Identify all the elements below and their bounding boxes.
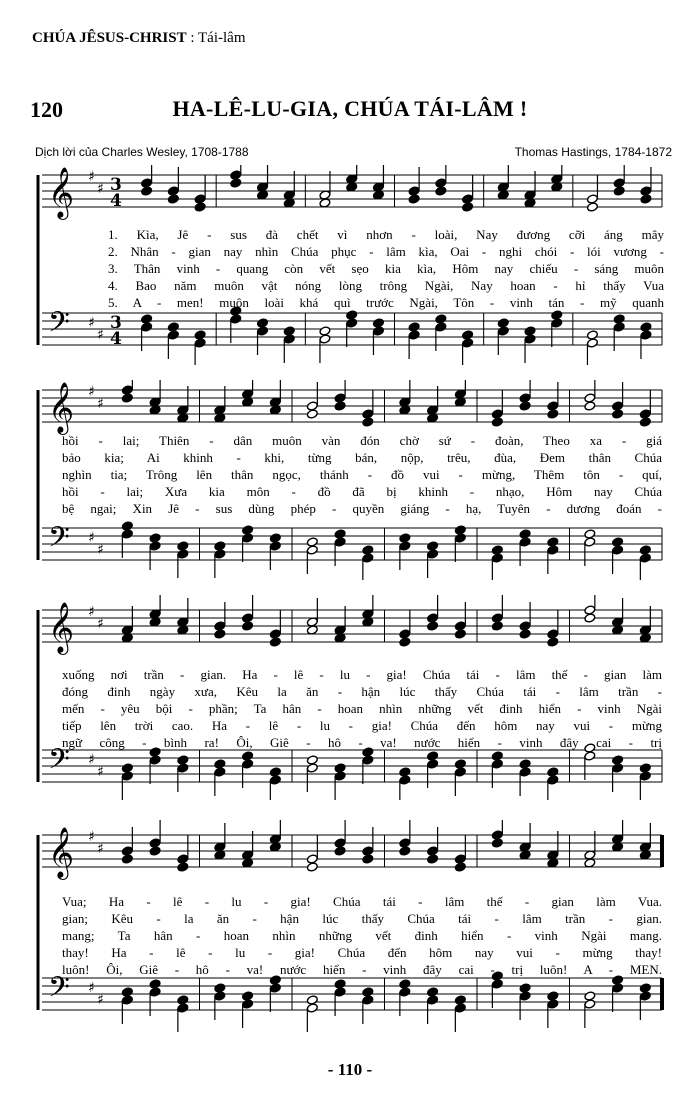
- treble-clef-icon: 𝄞: [48, 382, 75, 433]
- notehead: [362, 755, 374, 765]
- lyric-line: hồi - lai; Thiên - dân muôn vàn đón chờ sứ - đoàn, Theo xa - giá: [62, 433, 662, 448]
- sharp-icon: ♯: [97, 327, 104, 343]
- notehead: [639, 771, 651, 781]
- notehead: [373, 326, 385, 336]
- notehead: [346, 318, 358, 328]
- notehead: [167, 330, 179, 340]
- notehead: [435, 322, 447, 332]
- notehead: [177, 755, 189, 765]
- notehead: [214, 991, 226, 1001]
- notehead: [639, 991, 651, 1001]
- notehead: [584, 401, 596, 411]
- notehead: [612, 409, 624, 419]
- lyric-line: tiếp lên trời cao. Ha - lê - lu - gia! Chúa đến hôm nay vui - mừng: [62, 718, 662, 733]
- notehead: [640, 194, 652, 204]
- notehead: [283, 334, 295, 344]
- notehead: [149, 846, 161, 856]
- lyric-line: bệ ngai; Xin Jê - sus dùng phép - quyền giáng - hạ, Tuyên - dương đoán -: [62, 501, 662, 516]
- notehead: [427, 541, 439, 551]
- notehead: [640, 322, 652, 332]
- notehead: [177, 854, 189, 864]
- notehead: [214, 983, 226, 993]
- notehead: [334, 979, 346, 989]
- notehead: [214, 621, 226, 631]
- notehead: [399, 775, 411, 785]
- notehead: [362, 545, 374, 555]
- notehead: [454, 525, 466, 535]
- notehead: [334, 393, 346, 403]
- notehead: [612, 537, 624, 547]
- notehead: [214, 767, 226, 777]
- notehead: [334, 846, 346, 856]
- notehead: [613, 178, 625, 188]
- notehead: [177, 549, 189, 559]
- notehead: [214, 629, 226, 639]
- notehead: [584, 529, 596, 539]
- notehead: [587, 330, 599, 340]
- bass-clef-icon: 𝄢: [48, 521, 70, 561]
- notehead: [306, 401, 318, 411]
- notehead: [242, 999, 254, 1009]
- treble-clef-icon: 𝄞: [48, 167, 75, 218]
- notehead: [269, 637, 281, 647]
- sharp-icon: ♯: [88, 530, 95, 546]
- sharp-icon: ♯: [88, 752, 95, 768]
- notehead: [547, 629, 559, 639]
- time-signature: 3: [110, 175, 122, 195]
- notehead: [334, 838, 346, 848]
- notehead: [167, 194, 179, 204]
- notehead: [149, 987, 161, 997]
- notehead: [491, 751, 503, 761]
- notehead: [519, 991, 531, 1001]
- notehead: [334, 763, 346, 773]
- sharp-icon: ♯: [97, 764, 104, 780]
- notehead: [408, 322, 420, 332]
- notehead: [283, 326, 295, 336]
- notehead: [334, 987, 346, 997]
- notehead: [399, 533, 411, 543]
- notehead: [408, 194, 420, 204]
- lyric-line: ngữ công - bình ra! Ôi, Giê - hô - va! nước hiển - vinh đây cai - trị: [62, 735, 662, 750]
- notehead: [519, 529, 531, 539]
- notehead: [612, 763, 624, 773]
- notehead: [194, 202, 206, 212]
- notehead: [519, 759, 531, 769]
- sharp-icon: ♯: [88, 384, 95, 400]
- lyrics-block-3: [62, 666, 662, 751]
- notehead: [399, 767, 411, 777]
- notehead: [547, 537, 559, 547]
- notehead: [547, 991, 559, 1001]
- lyrics-block-2: [62, 432, 662, 517]
- notehead: [149, 533, 161, 543]
- notehead: [306, 763, 318, 773]
- notehead: [639, 553, 651, 563]
- lyric-line: 5. A - men! muôn loài khá quì trước Ngài, Tôn - vinh tán - mỹ quanh: [108, 295, 664, 310]
- notehead: [547, 767, 559, 777]
- notehead: [584, 605, 596, 615]
- treble-clef-icon: 𝄞: [48, 827, 75, 878]
- notehead: [454, 854, 466, 864]
- notehead: [362, 987, 374, 997]
- notehead: [121, 385, 133, 395]
- notehead: [306, 755, 318, 765]
- notehead: [362, 995, 374, 1005]
- notehead: [519, 537, 531, 547]
- lyric-line: 1. Kìa, Jê - sus đà chết vì nhơn - loài, Nay đương cỡi áng mây: [108, 227, 664, 242]
- lyric-line: thay! Ha - lê - lu - gia! Chúa đến hôm nay vui - mừng thay!: [62, 945, 662, 960]
- notehead: [167, 186, 179, 196]
- lyric-line: hồi - lai; Xưa kia môn - đồ đã bị khinh - nhạo, Hôm nay Chúa: [62, 484, 662, 499]
- notehead: [584, 537, 596, 547]
- notehead: [491, 838, 503, 848]
- notehead: [269, 983, 281, 993]
- notehead: [346, 310, 358, 320]
- notehead: [519, 983, 531, 993]
- notehead: [399, 846, 411, 856]
- notehead: [121, 771, 133, 781]
- notehead: [177, 995, 189, 1005]
- notehead: [141, 186, 153, 196]
- notehead: [491, 545, 503, 555]
- sharp-icon: ♯: [97, 841, 104, 857]
- notehead: [613, 314, 625, 324]
- notehead: [435, 178, 447, 188]
- notehead: [306, 409, 318, 419]
- notehead: [177, 763, 189, 773]
- notehead: [269, 775, 281, 785]
- notehead: [427, 995, 439, 1005]
- notehead: [639, 983, 651, 993]
- notehead: [612, 401, 624, 411]
- notehead: [230, 170, 242, 180]
- notehead: [242, 533, 254, 543]
- hymn-number: 120: [30, 97, 63, 122]
- notehead: [462, 194, 474, 204]
- notehead: [551, 310, 563, 320]
- notehead: [584, 991, 596, 1001]
- notehead: [551, 318, 563, 328]
- notehead: [427, 987, 439, 997]
- notehead: [408, 186, 420, 196]
- notehead: [519, 401, 531, 411]
- notehead: [362, 409, 374, 419]
- notehead: [334, 529, 346, 539]
- notehead: [584, 393, 596, 403]
- treble-clef-icon: 𝄞: [48, 602, 75, 653]
- sharp-icon: ♯: [97, 616, 104, 632]
- notehead: [491, 553, 503, 563]
- sharp-icon: ♯: [97, 992, 104, 1008]
- lyric-line: nghìn tia; Trông lên thân ngọc, thánh - đồ vui - mừng, Thêm tôn - quí,: [62, 467, 662, 482]
- notehead: [194, 330, 206, 340]
- notehead: [491, 759, 503, 769]
- notehead: [214, 549, 226, 559]
- section-sub: : Tái-lâm: [186, 30, 246, 46]
- lyric-line: gian; Kêu - la ăn - hận lúc thấy Chúa tái - lâm trần - gian.: [62, 911, 662, 926]
- notehead: [427, 751, 439, 761]
- notehead: [639, 417, 651, 427]
- notehead: [334, 401, 346, 411]
- notehead: [427, 621, 439, 631]
- notehead: [194, 194, 206, 204]
- music-credit: Thomas Hastings, 1784-1872: [514, 145, 672, 159]
- sharp-icon: ♯: [88, 315, 95, 331]
- notehead: [454, 629, 466, 639]
- section-name: CHÚA JÊSUS-CHRIST: [32, 30, 187, 46]
- notehead: [519, 621, 531, 631]
- page-number: - 110 -: [327, 1060, 373, 1079]
- notehead: [454, 759, 466, 769]
- notehead: [547, 637, 559, 647]
- notehead: [177, 541, 189, 551]
- bass-clef-icon: 𝄢: [48, 971, 70, 1011]
- notehead: [399, 838, 411, 848]
- sharp-icon: ♯: [88, 169, 95, 185]
- notehead: [121, 854, 133, 864]
- notehead: [584, 751, 596, 761]
- notehead: [613, 186, 625, 196]
- notehead: [362, 553, 374, 563]
- notehead: [462, 202, 474, 212]
- time-signature: 4: [110, 191, 122, 211]
- notehead: [362, 846, 374, 856]
- notehead: [177, 1003, 189, 1013]
- lyric-line: mến - yêu bội - phần; Ta hân - hoan nhìn những vết đinh hiển - vinh Ngài: [62, 701, 662, 716]
- notehead: [399, 629, 411, 639]
- notehead: [306, 545, 318, 555]
- notehead: [242, 613, 254, 623]
- section-header: [32, 30, 246, 47]
- notehead: [214, 541, 226, 551]
- notehead: [399, 987, 411, 997]
- notehead: [362, 417, 374, 427]
- notehead: [435, 314, 447, 324]
- notehead: [584, 999, 596, 1009]
- notehead: [454, 995, 466, 1005]
- notehead: [427, 613, 439, 623]
- notehead: [547, 409, 559, 419]
- lyric-line: 2. Nhân - gian nay nhìn Chúa phục - lâm kìa, Oai - nghi chói - lói vương -: [108, 244, 664, 259]
- notehead: [121, 529, 133, 539]
- notehead: [141, 314, 153, 324]
- notehead: [306, 854, 318, 864]
- notehead: [121, 521, 133, 531]
- hymn-title: HA-LÊ-LU-GIA, CHÚA TÁI-LÂM !: [172, 96, 528, 121]
- notehead: [547, 401, 559, 411]
- notehead: [141, 178, 153, 188]
- notehead: [269, 533, 281, 543]
- notehead: [524, 326, 536, 336]
- notehead: [612, 755, 624, 765]
- notehead: [454, 862, 466, 872]
- notehead: [519, 767, 531, 777]
- notehead: [242, 621, 254, 631]
- notehead: [149, 541, 161, 551]
- time-signature: 3: [110, 313, 122, 333]
- notehead: [547, 999, 559, 1009]
- notehead: [149, 755, 161, 765]
- notehead: [230, 314, 242, 324]
- notehead: [584, 613, 596, 623]
- notehead: [454, 1003, 466, 1013]
- notehead: [306, 537, 318, 547]
- notehead: [435, 186, 447, 196]
- notehead: [427, 854, 439, 864]
- notehead: [524, 334, 536, 344]
- notehead: [319, 334, 331, 344]
- notehead: [269, 629, 281, 639]
- notehead: [257, 318, 269, 328]
- notehead: [427, 846, 439, 856]
- notehead: [639, 409, 651, 419]
- notehead: [214, 759, 226, 769]
- notehead: [177, 862, 189, 872]
- lyric-line: mang; Ta hân - hoan nhìn những vết đinh hiển - vinh Ngài mang.: [62, 928, 662, 943]
- notehead: [497, 318, 509, 328]
- notehead: [269, 767, 281, 777]
- notehead: [427, 549, 439, 559]
- notehead: [230, 178, 242, 188]
- notehead: [639, 545, 651, 555]
- notehead: [269, 541, 281, 551]
- sharp-icon: ♯: [88, 829, 95, 845]
- notehead: [613, 322, 625, 332]
- lyric-line: bảo kia; Ai khinh - khi, từng bán, nộp, trêu, đùa, Đem thân Chúa: [62, 450, 662, 465]
- notehead: [454, 767, 466, 777]
- notehead: [587, 202, 599, 212]
- sharp-icon: ♯: [88, 980, 95, 996]
- notehead: [519, 629, 531, 639]
- bass-clef-icon: 𝄢: [48, 743, 70, 783]
- notehead: [257, 326, 269, 336]
- notehead: [519, 393, 531, 403]
- sharp-icon: ♯: [97, 181, 104, 197]
- notehead: [547, 775, 559, 785]
- sharp-icon: ♯: [97, 542, 104, 558]
- notehead: [491, 417, 503, 427]
- notehead: [639, 763, 651, 773]
- notehead: [640, 186, 652, 196]
- notehead: [306, 1003, 318, 1013]
- notehead: [462, 330, 474, 340]
- notehead: [149, 979, 161, 989]
- notehead: [491, 621, 503, 631]
- notehead: [547, 545, 559, 555]
- notehead: [121, 763, 133, 773]
- notehead: [167, 322, 179, 332]
- lyrics-block-4: [62, 893, 662, 978]
- notehead: [306, 995, 318, 1005]
- notehead: [373, 318, 385, 328]
- notehead: [242, 751, 254, 761]
- notehead: [242, 759, 254, 769]
- bass-clef-icon: 𝄢: [48, 306, 70, 346]
- notehead: [454, 533, 466, 543]
- notehead: [640, 330, 652, 340]
- notehead: [399, 979, 411, 989]
- notehead: [121, 393, 133, 403]
- notehead: [612, 545, 624, 555]
- lyric-line: luôn! Ôi, Giê - hô - va! nước hiển - vinh đây cai - trị luôn! A - MEN.: [62, 962, 662, 977]
- notehead: [454, 621, 466, 631]
- notehead: [399, 637, 411, 647]
- notehead: [362, 854, 374, 864]
- notehead: [427, 759, 439, 769]
- lyric-line: Vua; Ha - lê - lu - gia! Chúa tái - lâm thế - gian làm Vua.: [62, 894, 662, 909]
- notehead: [121, 846, 133, 856]
- notehead: [587, 338, 599, 348]
- notehead: [491, 409, 503, 419]
- notehead: [334, 771, 346, 781]
- notehead: [121, 995, 133, 1005]
- notehead: [612, 983, 624, 993]
- notehead: [587, 194, 599, 204]
- notehead: [242, 525, 254, 535]
- notehead: [399, 541, 411, 551]
- notehead: [121, 987, 133, 997]
- notehead: [491, 830, 503, 840]
- notehead: [141, 322, 153, 332]
- lyric-line: đóng đinh ngày xưa, Kêu la ăn - hận lúc thấy Chúa tái - lâm trần -: [62, 684, 662, 699]
- sharp-icon: ♯: [88, 604, 95, 620]
- notehead: [462, 338, 474, 348]
- sharp-icon: ♯: [97, 396, 104, 412]
- lyric-line: xuống nơi trần - gian. Ha - lê - lu - gia! Chúa tái - lâm thế - gian làm: [62, 667, 662, 682]
- notehead: [408, 330, 420, 340]
- notehead: [491, 979, 503, 989]
- lyric-line: 3. Thân vinh - quang còn vết sẹo kia kìa, Hôm nay chiếu - sáng muôn: [108, 261, 664, 276]
- lyrics-block-1: [108, 226, 664, 311]
- lyric-line: 4. Bao năm muôn vật nóng lòng trông Ngài, Nay hoan - hỉ thấy Vua: [108, 278, 664, 293]
- notehead: [491, 613, 503, 623]
- notehead: [334, 537, 346, 547]
- lyrics-credit: Dịch lời của Charles Wesley, 1708-1788: [35, 145, 249, 159]
- notehead: [306, 862, 318, 872]
- notehead: [497, 326, 509, 336]
- notehead: [319, 326, 331, 336]
- time-signature: 4: [110, 329, 122, 349]
- notehead: [242, 991, 254, 1001]
- notehead: [194, 338, 206, 348]
- notehead: [149, 838, 161, 848]
